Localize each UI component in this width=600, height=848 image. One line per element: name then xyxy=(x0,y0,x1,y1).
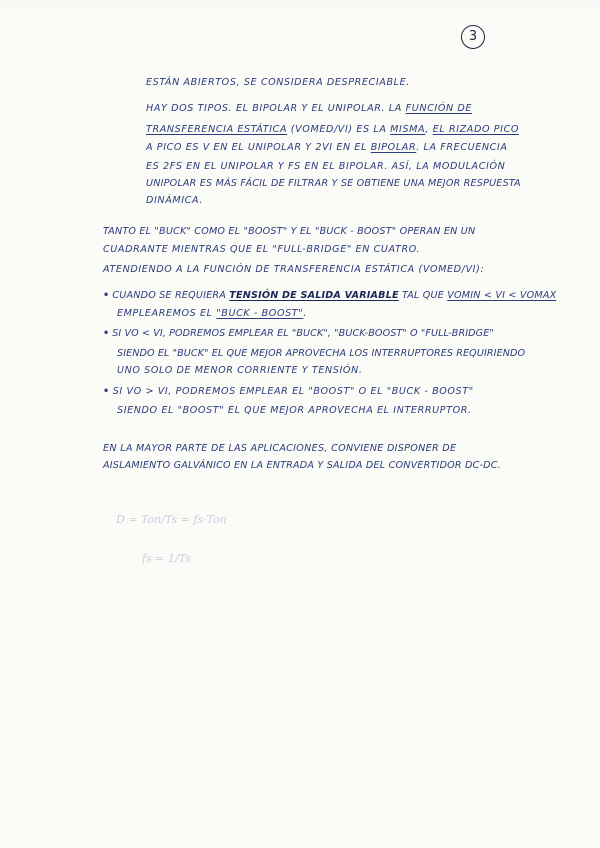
bullet-1-line-1 xyxy=(103,290,556,301)
paragraph-2-line-6: DINÁMICA. xyxy=(146,195,203,206)
paragraph-2-line-3 xyxy=(146,142,508,153)
underlined-phrase: TRANSFERENCIA ESTÁTICA xyxy=(146,124,288,135)
text-run: TAL QUE xyxy=(398,290,448,301)
text-run: . LA FRECUENCIA xyxy=(416,142,508,153)
text-run: CUANDO SE REQUIERA xyxy=(112,290,230,301)
paragraph-2-line-4: ES 2FS EN EL UNIPOLAR Y FS EN EL BIPOLAR. ASÍ, LA MODULACIÓN xyxy=(146,161,506,172)
bullet-1-line-2 xyxy=(117,308,307,319)
text-run: EMPLEAREMOS EL xyxy=(117,308,217,319)
underlined-phrase: "BUCK - BOOST" xyxy=(216,308,304,319)
paragraph-2-line-5: UNIPOLAR ES MÁS FÁCIL DE FILTRAR Y SE OBTIENE UNA MEJOR RESPUESTA xyxy=(146,178,521,189)
text-run: EN EL UNIPOLAR Y 2VI EN EL xyxy=(209,142,371,153)
bullet-2-line-1 xyxy=(103,328,494,339)
paragraph-5-line-1: EN LA MAYOR PARTE DE LAS APLICACIONES, CONVIENE DISPONER DE xyxy=(103,443,457,454)
paragraph-5-line-2: AISLAMIENTO GALVÁNICO EN LA ENTRADA Y SALIDA DEL CONVERTIDOR DC-DC. xyxy=(103,460,501,471)
paragraph-1-line-1: ESTÁN ABIERTOS, SE CONSIDERA DESPRECIABLE. xyxy=(146,77,410,88)
paragraph-3-line-1: TANTO EL "BUCK" COMO EL "BOOST" Y EL "BUCK - BOOST" OPERAN EN UN xyxy=(103,226,476,237)
paragraph-4-line-1: ATENDIENDO A LA FUNCIÓN DE TRANSFERENCIA ESTÁTICA (VOMED/VI): xyxy=(103,264,485,275)
bullet-2-line-2: SIENDO EL "BUCK" EL QUE MEJOR APROVECHA LOS INTERRUPTORES REQUIRIENDO xyxy=(117,348,526,359)
text-run: . xyxy=(303,308,307,319)
page-number: 3 xyxy=(461,25,485,49)
underlined-phrase: BIPOLAR xyxy=(370,142,417,153)
paragraph-3-line-2: CUADRANTE MIENTRAS QUE EL "FULL-BRIDGE" EN CUATRO. xyxy=(103,244,421,255)
text-run: (VOMED/VI) ES LA xyxy=(287,124,391,135)
paragraph-2-line-2 xyxy=(146,124,519,135)
text-run: SI VO > VI, PODREMOS EMPLEAR EL "BOOST" O EL "BUCK - BOOST" xyxy=(112,386,474,397)
bullet-2-line-3: UNO SOLO DE MENOR CORRIENTE Y TENSIÓN. xyxy=(117,365,363,376)
paragraph-2-line-1 xyxy=(146,103,472,114)
text-run: HAY DOS TIPOS. EL BIPOLAR Y EL UNIPOLAR. LA xyxy=(146,103,406,114)
underlined-phrase: EL RIZADO PICO xyxy=(432,124,520,135)
bullet-3-line-2: SIENDO EL "BOOST" EL QUE MEJOR APROVECHA EL INTERRUPTOR. xyxy=(117,405,472,416)
bleed-through-equation-1: D = Ton/Ts = fs·Ton xyxy=(116,513,227,526)
underlined-phrase: FUNCIÓN DE xyxy=(405,103,473,114)
bullet-dot: • xyxy=(103,290,110,301)
bullet-dot: • xyxy=(103,328,110,339)
bullet-dot: • xyxy=(103,386,110,397)
underlined-phrase: MISMA xyxy=(390,124,426,135)
text-run: SI VO < VI, PODREMOS EMPLEAR EL "BUCK", "BUCK-BOOST" O "FULL-BRIDGE" xyxy=(112,328,494,339)
text-run: A PICO ES V xyxy=(146,142,210,153)
text-run: , xyxy=(425,124,433,135)
underlined-bold-phrase: TENSIÓN DE SALIDA VARIABLE xyxy=(229,290,399,301)
inequality: VOMIN < VI < VOMAX xyxy=(447,290,557,301)
bullet-3-line-1 xyxy=(103,386,474,397)
bleed-through-equation-2: fs = 1/Ts xyxy=(142,552,191,565)
